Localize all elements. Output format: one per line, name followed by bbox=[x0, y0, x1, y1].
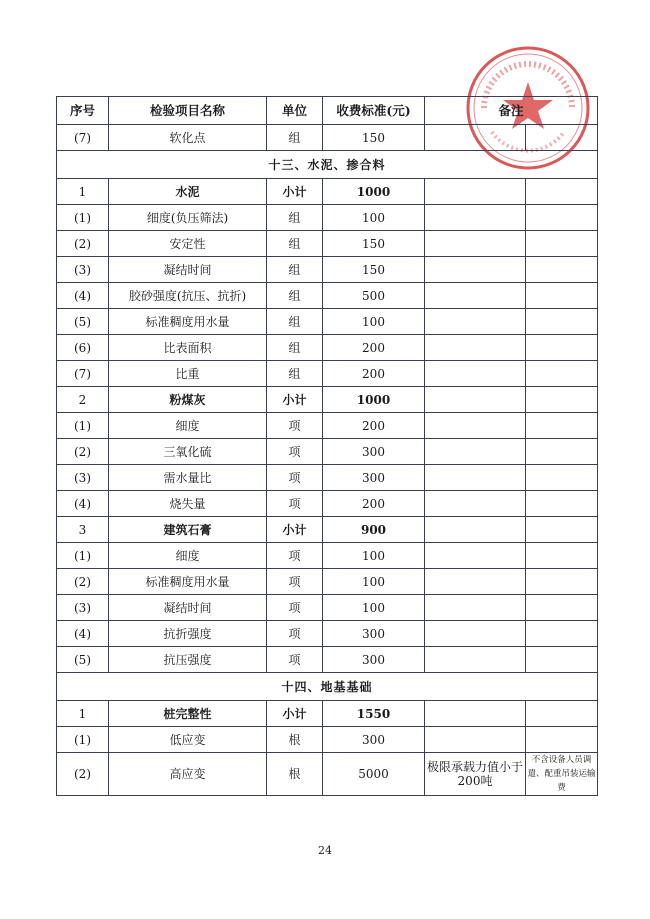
row-number: (1) bbox=[57, 205, 109, 231]
remark-b bbox=[526, 517, 598, 543]
remark-a bbox=[425, 125, 526, 151]
table-row bbox=[57, 439, 598, 465]
fee-value: 100 bbox=[323, 543, 425, 569]
remark-b bbox=[526, 491, 598, 517]
remark-b bbox=[526, 439, 598, 465]
remark-b bbox=[526, 387, 598, 413]
remark-b bbox=[526, 361, 598, 387]
fee-value: 300 bbox=[323, 727, 425, 753]
row-number: (7) bbox=[57, 361, 109, 387]
table-row bbox=[57, 595, 598, 621]
remark-b bbox=[526, 179, 598, 205]
unit: 小计 bbox=[267, 387, 323, 413]
fee-value: 100 bbox=[323, 205, 425, 231]
unit: 组 bbox=[267, 125, 323, 151]
item-name: 胶砂强度(抗压、抗折) bbox=[109, 283, 267, 309]
row-number: 3 bbox=[57, 517, 109, 543]
table-row bbox=[57, 491, 598, 517]
remark-a bbox=[425, 231, 526, 257]
remark-a bbox=[425, 727, 526, 753]
table-row bbox=[57, 543, 598, 569]
fee-value: 5000 bbox=[323, 753, 425, 796]
subtotal-row bbox=[57, 517, 598, 543]
fee-value: 1550 bbox=[323, 701, 425, 727]
remark-a bbox=[425, 569, 526, 595]
table-row bbox=[57, 125, 598, 151]
remark-b bbox=[526, 727, 598, 753]
row-number: (2) bbox=[57, 439, 109, 465]
row-number: (3) bbox=[57, 595, 109, 621]
unit: 项 bbox=[267, 465, 323, 491]
item-name: 烧失量 bbox=[109, 491, 267, 517]
table-row bbox=[57, 205, 598, 231]
item-name: 三氧化硫 bbox=[109, 439, 267, 465]
table-row bbox=[57, 647, 598, 673]
item-name: 桩完整性 bbox=[109, 701, 267, 727]
item-name: 水泥 bbox=[109, 179, 267, 205]
table-row bbox=[57, 231, 598, 257]
table-body bbox=[57, 125, 598, 796]
row-number: (4) bbox=[57, 621, 109, 647]
fee-value: 150 bbox=[323, 231, 425, 257]
remark-b bbox=[526, 701, 598, 727]
unit: 小计 bbox=[267, 179, 323, 205]
row-number: (2) bbox=[57, 231, 109, 257]
row-number: (6) bbox=[57, 335, 109, 361]
unit: 根 bbox=[267, 727, 323, 753]
fee-value: 100 bbox=[323, 595, 425, 621]
row-number: 1 bbox=[57, 701, 109, 727]
fee-value: 300 bbox=[323, 647, 425, 673]
fee-value: 200 bbox=[323, 413, 425, 439]
unit: 组 bbox=[267, 309, 323, 335]
remark-a bbox=[425, 595, 526, 621]
fee-value: 1000 bbox=[323, 387, 425, 413]
remark-b bbox=[526, 621, 598, 647]
row-number: 2 bbox=[57, 387, 109, 413]
remark-a bbox=[425, 361, 526, 387]
remark-a bbox=[425, 335, 526, 361]
unit: 组 bbox=[267, 257, 323, 283]
header-unit: 单位 bbox=[267, 97, 323, 125]
section-row bbox=[57, 151, 598, 179]
unit: 项 bbox=[267, 621, 323, 647]
row-number: (1) bbox=[57, 727, 109, 753]
unit: 项 bbox=[267, 569, 323, 595]
header-no: 序号 bbox=[57, 97, 109, 125]
item-name: 凝结时间 bbox=[109, 257, 267, 283]
remark-a bbox=[425, 621, 526, 647]
subtotal-row bbox=[57, 701, 598, 727]
item-name: 抗压强度 bbox=[109, 647, 267, 673]
section-title: 十四、地基基础 bbox=[57, 673, 598, 701]
row-number: (7) bbox=[57, 125, 109, 151]
remark-a bbox=[425, 701, 526, 727]
remark-a: 极限承载力值小于200吨 bbox=[425, 753, 526, 796]
item-name: 细度(负压筛法) bbox=[109, 205, 267, 231]
remark-a bbox=[425, 439, 526, 465]
row-number: (1) bbox=[57, 543, 109, 569]
row-number: (4) bbox=[57, 283, 109, 309]
remark-b bbox=[526, 647, 598, 673]
remark-b bbox=[526, 335, 598, 361]
remark-a bbox=[425, 205, 526, 231]
section-title: 十三、水泥、掺合料 bbox=[57, 151, 598, 179]
fee-value: 100 bbox=[323, 309, 425, 335]
fee-value: 300 bbox=[323, 621, 425, 647]
unit: 组 bbox=[267, 335, 323, 361]
item-name: 凝结时间 bbox=[109, 595, 267, 621]
unit: 组 bbox=[267, 361, 323, 387]
page-number: 24 bbox=[318, 844, 332, 857]
unit: 项 bbox=[267, 595, 323, 621]
remark-b bbox=[526, 465, 598, 491]
item-name: 低应变 bbox=[109, 727, 267, 753]
fee-value: 500 bbox=[323, 283, 425, 309]
item-name: 高应变 bbox=[109, 753, 267, 796]
row-number: (2) bbox=[57, 753, 109, 796]
fee-value: 100 bbox=[323, 569, 425, 595]
fee-value: 1000 bbox=[323, 179, 425, 205]
remark-b bbox=[526, 283, 598, 309]
item-name: 建筑石膏 bbox=[109, 517, 267, 543]
table-row bbox=[57, 335, 598, 361]
header-name: 检验项目名称 bbox=[109, 97, 267, 125]
subtotal-row bbox=[57, 179, 598, 205]
table-row bbox=[57, 257, 598, 283]
remark-b bbox=[526, 257, 598, 283]
row-number: (5) bbox=[57, 647, 109, 673]
unit: 项 bbox=[267, 647, 323, 673]
unit: 组 bbox=[267, 283, 323, 309]
unit: 项 bbox=[267, 491, 323, 517]
remark-b bbox=[526, 569, 598, 595]
row-number: 1 bbox=[57, 179, 109, 205]
unit: 项 bbox=[267, 439, 323, 465]
remark-b bbox=[526, 595, 598, 621]
row-number: (5) bbox=[57, 309, 109, 335]
remark-a bbox=[425, 387, 526, 413]
fee-value: 300 bbox=[323, 439, 425, 465]
unit: 项 bbox=[267, 413, 323, 439]
remark-a bbox=[425, 647, 526, 673]
unit: 小计 bbox=[267, 701, 323, 727]
table-row bbox=[57, 283, 598, 309]
item-name: 软化点 bbox=[109, 125, 267, 151]
header-fee: 收费标准(元) bbox=[323, 97, 425, 125]
table-row bbox=[57, 727, 598, 753]
table-row bbox=[57, 465, 598, 491]
remark-b bbox=[526, 309, 598, 335]
remark-a bbox=[425, 413, 526, 439]
row-number: (1) bbox=[57, 413, 109, 439]
fee-value: 200 bbox=[323, 335, 425, 361]
remark-a bbox=[425, 309, 526, 335]
remark-b: 不含设备人员调遣、配重吊装运输费 bbox=[526, 753, 598, 796]
item-name: 粉煤灰 bbox=[109, 387, 267, 413]
remark-b bbox=[526, 125, 598, 151]
remark-a bbox=[425, 491, 526, 517]
remark-a bbox=[425, 257, 526, 283]
fee-value: 300 bbox=[323, 465, 425, 491]
fee-value: 900 bbox=[323, 517, 425, 543]
remark-b bbox=[526, 231, 598, 257]
unit: 根 bbox=[267, 753, 323, 796]
row-number: (3) bbox=[57, 257, 109, 283]
fee-value: 150 bbox=[323, 125, 425, 151]
fee-value: 150 bbox=[323, 257, 425, 283]
table-header-row bbox=[57, 97, 598, 125]
section-row bbox=[57, 673, 598, 701]
remark-a bbox=[425, 543, 526, 569]
item-name: 安定性 bbox=[109, 231, 267, 257]
table-row bbox=[57, 361, 598, 387]
item-name: 细度 bbox=[109, 543, 267, 569]
unit: 项 bbox=[267, 543, 323, 569]
unit: 小计 bbox=[267, 517, 323, 543]
header-remark: 备注 bbox=[425, 97, 598, 125]
row-number: (2) bbox=[57, 569, 109, 595]
remark-b bbox=[526, 205, 598, 231]
unit: 组 bbox=[267, 231, 323, 257]
subtotal-row bbox=[57, 387, 598, 413]
remark-a bbox=[425, 283, 526, 309]
remark-a bbox=[425, 465, 526, 491]
row-number: (3) bbox=[57, 465, 109, 491]
item-name: 抗折强度 bbox=[109, 621, 267, 647]
fee-table bbox=[56, 96, 598, 796]
remark-b bbox=[526, 543, 598, 569]
item-name: 细度 bbox=[109, 413, 267, 439]
fee-value: 200 bbox=[323, 491, 425, 517]
item-name: 标准稠度用水量 bbox=[109, 309, 267, 335]
table-row bbox=[57, 753, 598, 796]
table-row bbox=[57, 569, 598, 595]
item-name: 比表面积 bbox=[109, 335, 267, 361]
item-name: 比重 bbox=[109, 361, 267, 387]
table-row bbox=[57, 413, 598, 439]
item-name: 标准稠度用水量 bbox=[109, 569, 267, 595]
remark-a bbox=[425, 517, 526, 543]
row-number: (4) bbox=[57, 491, 109, 517]
table-row bbox=[57, 309, 598, 335]
table-row bbox=[57, 621, 598, 647]
remark-b bbox=[526, 413, 598, 439]
remark-a bbox=[425, 179, 526, 205]
item-name: 需水量比 bbox=[109, 465, 267, 491]
unit: 组 bbox=[267, 205, 323, 231]
fee-value: 200 bbox=[323, 361, 425, 387]
